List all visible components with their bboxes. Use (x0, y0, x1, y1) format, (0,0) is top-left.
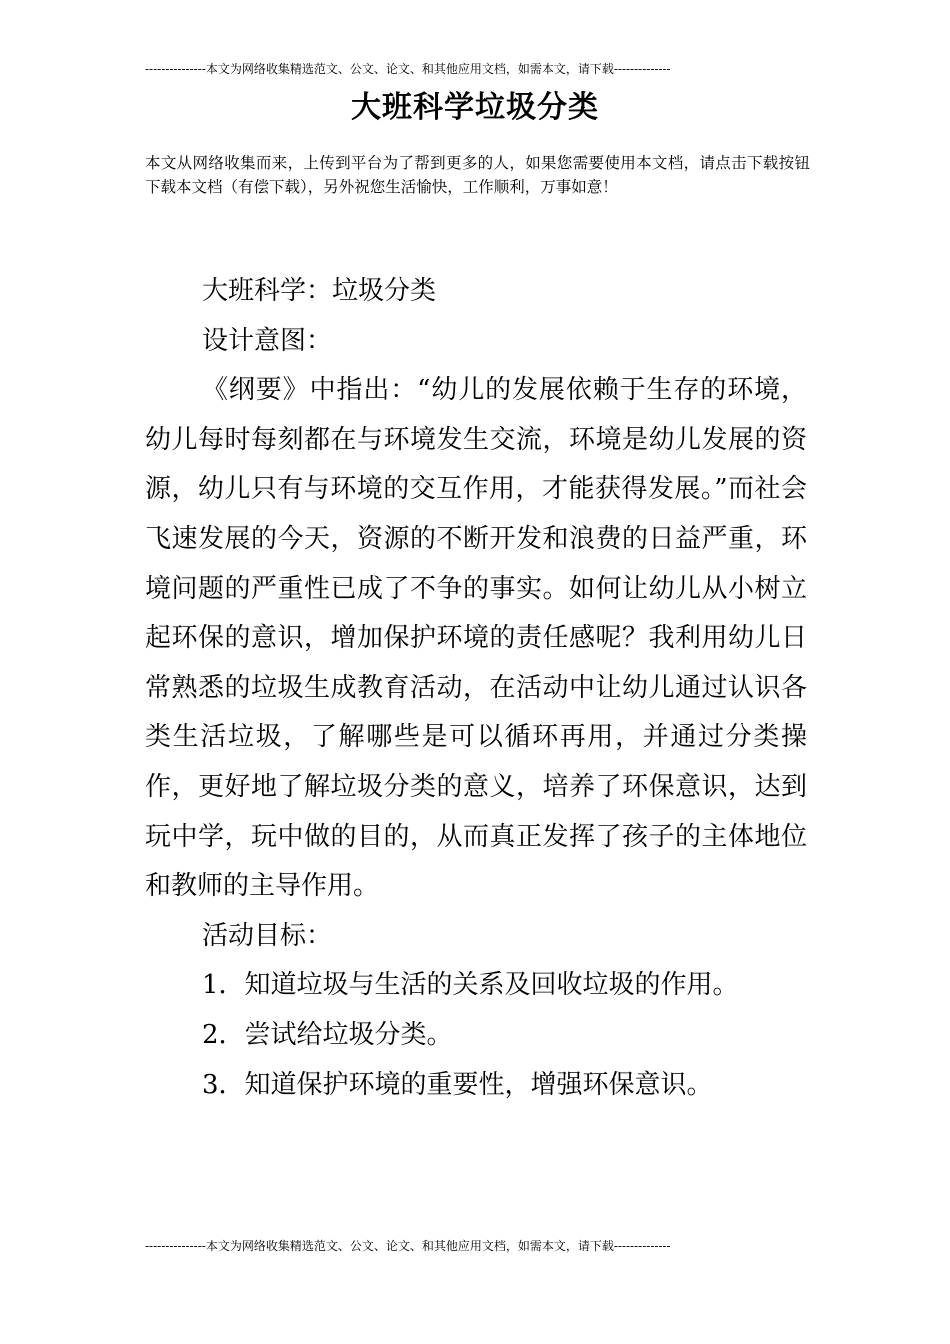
page-title: 大班科学垃圾分类 (351, 90, 599, 125)
section-heading-objectives: 活动目标： (202, 920, 333, 951)
objective-item: 1．知道垃圾与生活的关系及回收垃圾的作用。 (202, 970, 739, 1001)
download-notice: 本文从网络收集而来，上传到平台为了帮到更多的人，如果您需要使用本文档，请点击下载按钮下载本文档（有偿下载），另外祝您生活愉快，工作顺利，万事如意！ (145, 154, 810, 196)
objective-item: 2．尝试给垃圾分类。 (202, 1019, 453, 1050)
objective-item: 3．知道保护环境的重要性，增强环保意识。 (202, 1069, 713, 1100)
document-body (145, 267, 807, 1110)
footer-banner: ---------------本文为网络收集精选范文、公文、论文、和其他应用文档，如需本文，请下载-------------- (145, 1239, 671, 1253)
body-paragraph: 《纲要》中指出：“幼儿的发展依赖于生存的环境，幼儿每时每刻都在与环境发生交流，环境是幼儿发展的资源，幼儿只有与环境的交互作用，才能获得发展。”而社会飞速发展的今天，资源的不断开发和浪费的日益严重，环境问题的严重性已成了不争的事实。如何让幼儿从小树立起环保的意识，增加保护环境的责任感呢？我利用幼儿日常熟悉的垃圾生成教育活动，在活动中让幼儿通过认识各类生活垃圾，了解哪些是可以循环再用，并通过分类操作，更好地了解垃圾分类的意义，培养了环保意识，达到玩中学，玩中做的目的，从而真正发挥了孩子的主体地位和教师的主导作用。 (145, 375, 807, 902)
header-banner: ---------------本文为网络收集精选范文、公文、论文、和其他应用文档，如需本文，请下载-------------- (145, 62, 671, 76)
section-heading-design-intent: 设计意图： (202, 325, 333, 356)
section-heading-topic: 大班科学：垃圾分类 (202, 276, 437, 306)
